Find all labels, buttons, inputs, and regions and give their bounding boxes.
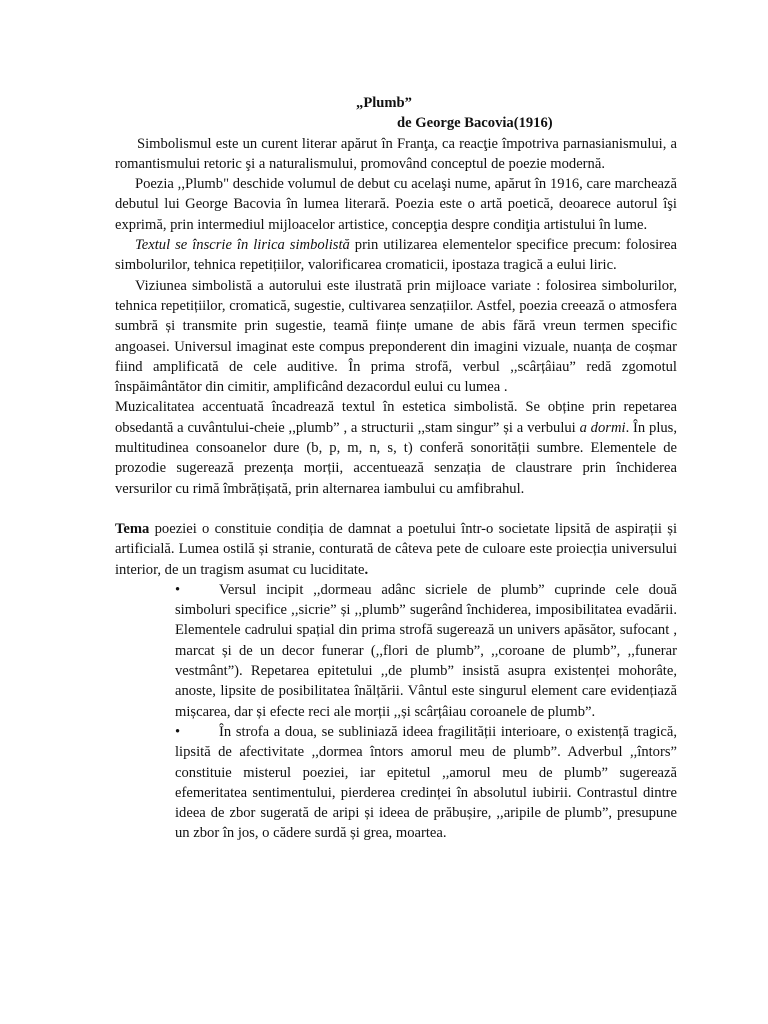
paragraph-poezia: Poezia ,,Plumb" deschide volumul de debut cu acelaşi nume, apărut în 1916, care marchează debutul lui George Bacovia în lumea literară. Poezia este o artă poetică, deoarece autorul îşi exprimă, prin intermediul mijloacelor artistice, concepţia despre condiţia artistului în lume. bbox=[115, 176, 677, 233]
muzicalitatea-part2: . În plus, multitudinea consoanelor dure (b, p, m, n, s, t) conferă sonorității sumbre. Elementele de prozodie sugerează prezența morții, accentuează senzația de claustrare prin închiderea versurilor cu rimă îmbrățișată, prin alternarea iambului cu amfibrahul. bbox=[115, 419, 677, 497]
document-title: „Plumb” bbox=[356, 95, 412, 111]
textul-italic: Textul se înscrie în lirica simbolistă bbox=[135, 237, 350, 254]
spacer bbox=[115, 499, 677, 519]
muzicalitatea-italic: a dormi bbox=[579, 419, 626, 436]
bullet-item-2 bbox=[175, 722, 677, 844]
paragraph-tema bbox=[115, 519, 677, 580]
bullet-text-2: În strofa a doua, se subliniază ideea fragilității interioare, o existență tragică, lipsită de afectivitate ,,dormea întors amorul meu de plumb”. Adverbul ,,întors” constituie misterul poeziei, iar epitetul ,,amorul meu de plumb” sugerează efemeritatea sentimentului, pierderea credinței în absolutul iubirii. Contrastul dintre ideea de zbor sugerată de aripi și ideea de prăbușire, ,,aripile de plumb”, presupune un zbor în jos, o cădere surdă și grea, moartea. bbox=[175, 723, 677, 842]
muzicalitatea-part1: Muzicalitatea accentuată încadrează textul în estetica simbolistă. Se obține prin repetarea obsedantă a cuvântului-cheie ,,plumb” , a structurii ,,stam singur” și a verbului bbox=[115, 399, 677, 436]
paragraph-textul bbox=[115, 235, 677, 276]
paragraph-muzicalitatea bbox=[115, 397, 677, 498]
bullet-icon: • bbox=[175, 723, 181, 740]
bullet-item-1 bbox=[175, 580, 677, 722]
tema-bold: Tema bbox=[115, 520, 150, 537]
paragraph-simbolism: Simbolismul este un curent literar apărut în Franţa, ca reacţie împotriva parnasianismului, a romantismului retoric şi a naturalismului, promovând conceptul de poezie modernă. bbox=[115, 135, 677, 172]
document-subtitle: de George Bacovia(1916) bbox=[397, 115, 553, 132]
tema-rest: poeziei o constituie condiția de damnat a poetului într-o societate lipsită de aspirații și artificială. Lumea ostilă și stranie, conturată de câteva pete de culoare este proiecția universului interior, de un tragism asumat cu luciditate bbox=[115, 520, 677, 578]
paragraph-viziunea: Viziunea simbolistă a autorului este ilustrată prin mijloace variate : folosirea simbolurilor, tehnica repetițiilor, cromatică, sugestie, cultivarea senzațiilor. Astfel, poezia creează o atmosfera sumbră și transmite prin sugestie, teamă ființe umane de abis fără vreun termen specific angoasei. Universul imaginat este compus preponderent din imagini vizuale, nuanța de coșmar fiind amplificată de cele auditive. În prima strofă, verbul ,,scârțâiau” redă zgomotul înspăimântător din cimitir, amplificând dezacordul eului cu lumea . bbox=[115, 277, 677, 396]
bullet-list bbox=[175, 580, 677, 844]
bullet-icon: • bbox=[175, 581, 181, 598]
bullet-text-1: Versul incipit ,,dormeau adânc sicriele de plumb” cuprinde cele două simboluri specifice ,,sicrie” și ,,plumb” sugerând închiderea, imposibilitatea evadării. Elementele cadrului spațial din prima strofă sugerează un univers apăsător, sufocant , marcat și de un decor funerar (,,flori de plumb”, ,,coroane de plumb”, ,,funerar vestmânt”). Repetarea epitetului ,,de plumb” insistă asupra existenței mohorâte, anoste, lipsite de posibilitatea înălțării. Vântul este singurul element care evidențiază mișcarea, dar și efecte reci ale morții ,,și scârțâiau coroanele de plumb”. bbox=[175, 581, 677, 720]
document-page bbox=[115, 93, 677, 844]
textul-rest: prin utilizarea elementelor specifice precum: folosirea simbolurilor, tehnica repetițiilor, valorificarea cromaticii, ipostaza tragică a eului liric. bbox=[115, 237, 677, 274]
tema-end: . bbox=[364, 561, 369, 578]
